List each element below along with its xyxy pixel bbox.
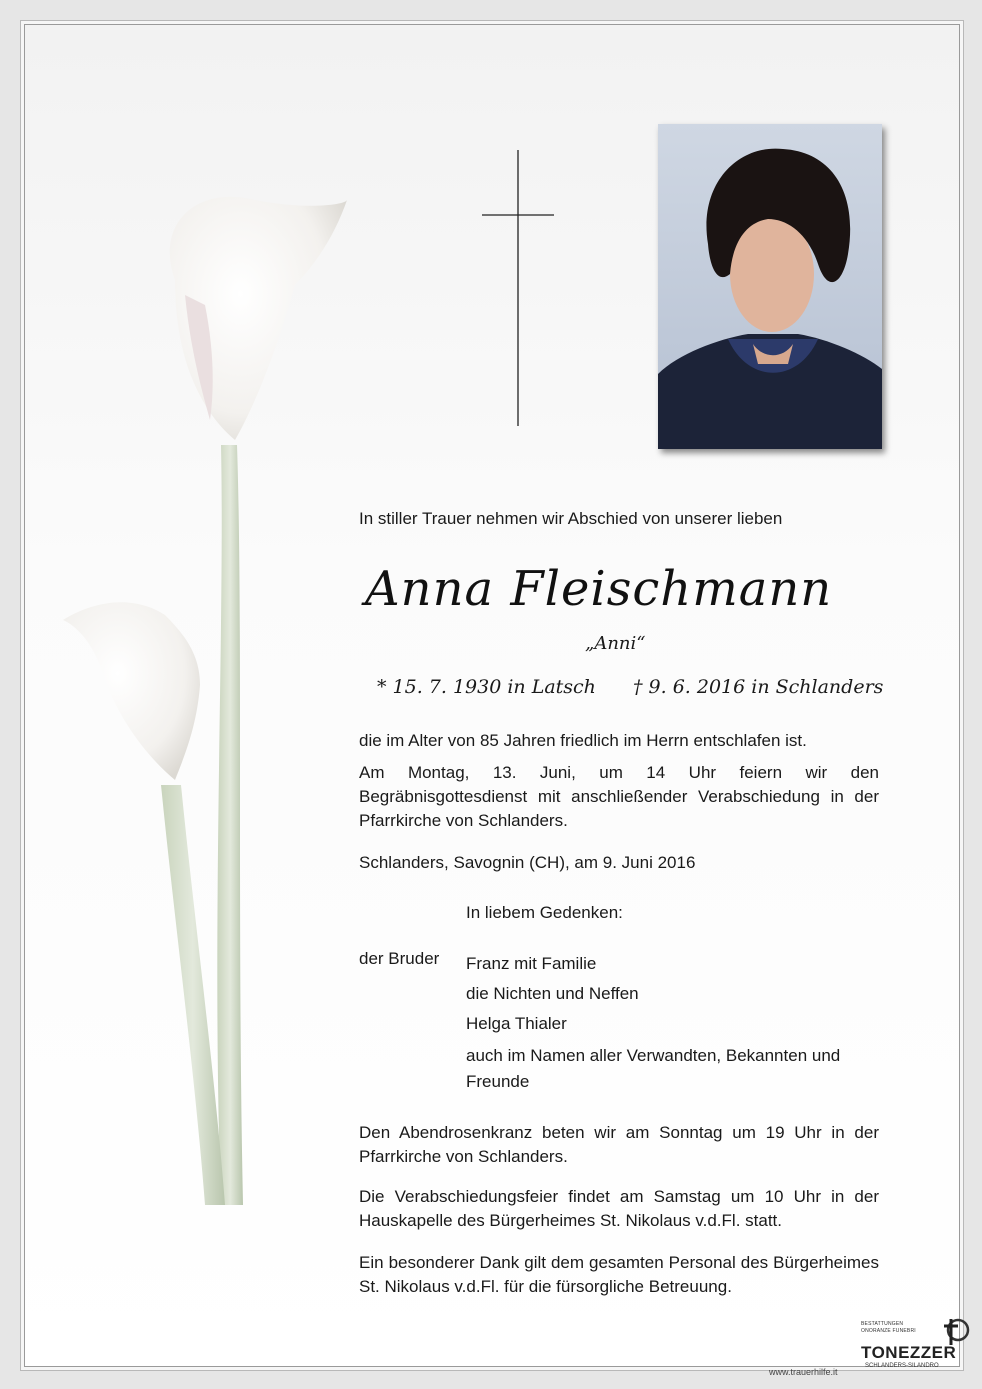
farewell-paragraph: Die Verabschiedungsfeier findet am Samstag um 10 Uhr in der Hauskapelle des Bürgerheimes St. Nikolaus v.d.Fl. statt. — [359, 1187, 879, 1230]
nickname: „Anni“ — [585, 633, 646, 654]
list-item: die Nichten und Neffen — [466, 984, 639, 1003]
birth-info: * 15. 7. 1930 in Latsch — [377, 676, 596, 698]
list-item: auch im Namen aller Verwandten, Bekannten und Freunde — [466, 1046, 841, 1091]
logo-brand: TONEZZER — [861, 1343, 957, 1362]
relatives-list — [466, 949, 886, 1095]
age-paragraph: die im Alter von 85 Jahren friedlich im Herrn entschlafen ist. — [359, 731, 807, 750]
intro-text: In stiller Trauer nehmen wir Abschied von unserer lieben — [359, 509, 783, 528]
gedenken-heading: In liebem Gedenken: — [466, 903, 623, 922]
list-item: Helga Thialer — [466, 1014, 567, 1033]
obituary-page — [24, 24, 960, 1377]
list-item: Franz mit Familie — [466, 954, 597, 973]
logo-sub: SCHLANDERS-SILANDRO — [865, 1363, 939, 1369]
website-link[interactable]: www.trauerhilfe.it — [769, 1367, 838, 1377]
logo-small-text: BESTATTUNGEN ONORANZE FUNEBRI — [861, 1321, 916, 1334]
rosary-paragraph: Den Abendrosenkranz beten wir am Sonntag um 19 Uhr in der Pfarrkirche von Schlanders. — [359, 1123, 879, 1166]
death-info: † 9. 6. 2016 in Schlanders — [633, 676, 884, 698]
deceased-name: Anna Fleischmann — [365, 561, 833, 617]
thanks-paragraph: Ein besonderer Dank gilt dem gesamten Personal des Bürgerheimes St. Nikolaus v.d.Fl. für die fürsorgliche Betreuung. — [359, 1253, 879, 1296]
relation-label: der Bruder — [359, 949, 440, 968]
tonezzer-logo — [861, 1317, 971, 1375]
place-date: Schlanders, Savognin (CH), am 9. Juni 2016 — [359, 853, 696, 872]
cross-icon — [482, 150, 554, 426]
portrait-photo — [658, 124, 882, 449]
calla-lily-image — [25, 25, 385, 1255]
funeral-paragraph: Am Montag, 13. Juni, um 14 Uhr feiern wir den Begräbnisgottesdienst mit anschließender Verabschiedung in der Pfarrkirche von Schlanders. — [359, 763, 879, 830]
